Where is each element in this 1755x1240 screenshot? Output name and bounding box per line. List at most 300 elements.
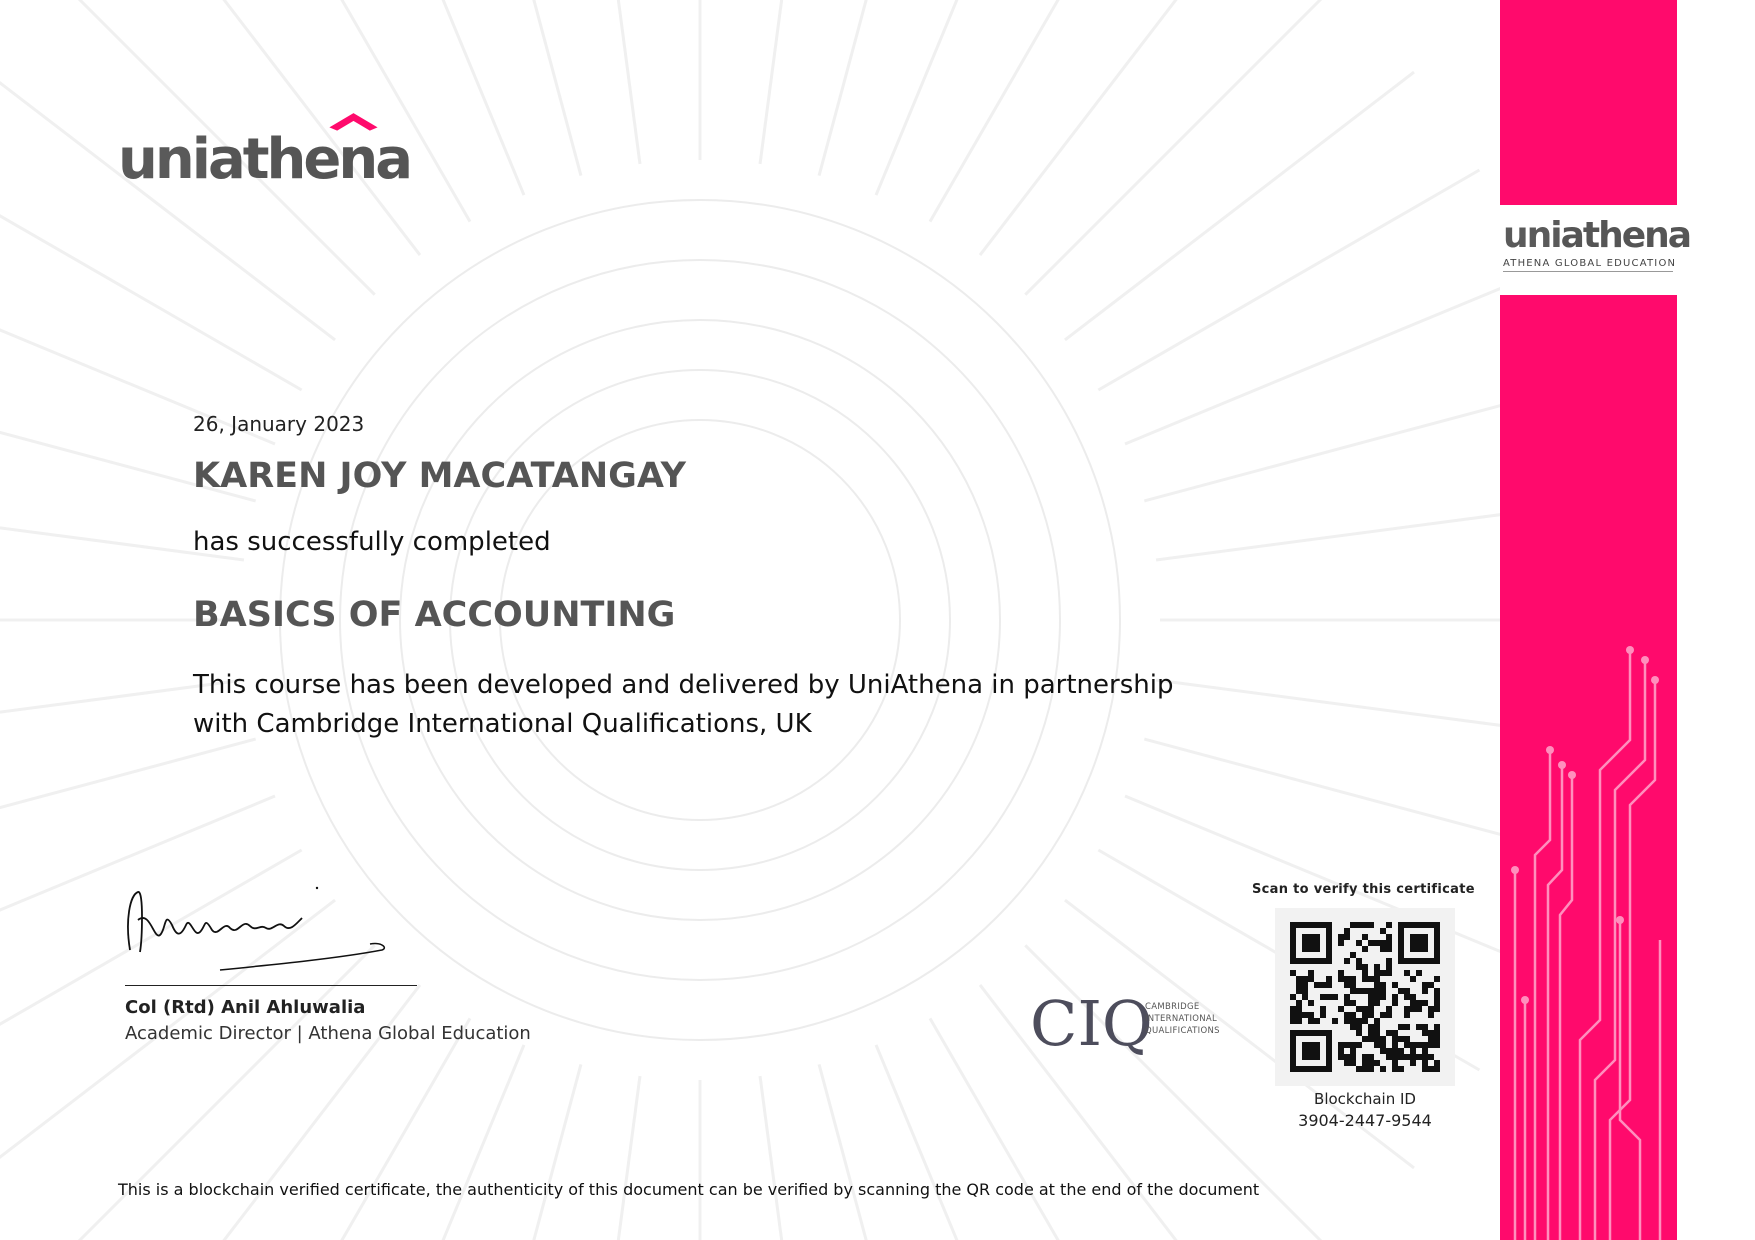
qr-module bbox=[1308, 1018, 1314, 1024]
ciq-logo-text: CIQ bbox=[1030, 987, 1153, 1055]
qr-module bbox=[1374, 1036, 1380, 1042]
qr-module bbox=[1368, 940, 1374, 946]
qr-module bbox=[1350, 988, 1356, 994]
qr-module bbox=[1386, 1030, 1392, 1036]
qr-module bbox=[1290, 1018, 1296, 1024]
qr-module bbox=[1398, 952, 1404, 958]
qr-module bbox=[1386, 970, 1392, 976]
qr-module bbox=[1308, 922, 1314, 928]
qr-module bbox=[1410, 1054, 1416, 1060]
qr-module bbox=[1320, 1066, 1326, 1072]
qr-module bbox=[1398, 1048, 1404, 1054]
qr-module bbox=[1314, 1018, 1320, 1024]
qr-module bbox=[1392, 1054, 1398, 1060]
qr-module bbox=[1404, 958, 1410, 964]
qr-module bbox=[1296, 976, 1302, 982]
qr-module bbox=[1362, 970, 1368, 976]
qr-module bbox=[1416, 1042, 1422, 1048]
qr-module bbox=[1386, 1054, 1392, 1060]
qr-module bbox=[1434, 1060, 1440, 1066]
qr-module bbox=[1362, 946, 1368, 952]
qr-module bbox=[1302, 958, 1308, 964]
qr-module bbox=[1314, 982, 1320, 988]
signature-line bbox=[125, 985, 417, 986]
qr-module bbox=[1374, 1030, 1380, 1036]
qr-module bbox=[1380, 1048, 1386, 1054]
qr-module bbox=[1386, 946, 1392, 952]
qr-module bbox=[1422, 934, 1428, 940]
qr-module bbox=[1290, 1030, 1296, 1036]
qr-module bbox=[1314, 934, 1320, 940]
qr-module bbox=[1308, 946, 1314, 952]
qr-module bbox=[1428, 1030, 1434, 1036]
pattern-ray bbox=[876, 0, 1044, 195]
pattern-ray bbox=[760, 0, 817, 164]
qr-module bbox=[1314, 1066, 1320, 1072]
logo-athena-word: athena bbox=[207, 127, 410, 192]
qr-module bbox=[1386, 934, 1392, 940]
qr-module bbox=[1386, 958, 1392, 964]
qr-module bbox=[1398, 946, 1404, 952]
qr-module bbox=[1350, 1042, 1356, 1048]
qr-module bbox=[1404, 1024, 1410, 1030]
qr-module bbox=[1416, 958, 1422, 964]
qr-module bbox=[1326, 994, 1332, 1000]
qr-module bbox=[1326, 952, 1332, 958]
qr-module bbox=[1296, 982, 1302, 988]
qr-module bbox=[1422, 1048, 1428, 1054]
qr-module bbox=[1428, 1054, 1434, 1060]
course-title: BASICS OF ACCOUNTING bbox=[193, 595, 676, 635]
qr-module bbox=[1404, 1012, 1410, 1018]
qr-module bbox=[1326, 934, 1332, 940]
qr-module bbox=[1314, 1030, 1320, 1036]
qr-module bbox=[1344, 994, 1350, 1000]
qr-module bbox=[1380, 982, 1386, 988]
qr-module bbox=[1368, 922, 1374, 928]
qr-module bbox=[1422, 1066, 1428, 1072]
qr-module bbox=[1344, 928, 1350, 934]
qr-module bbox=[1290, 934, 1296, 940]
qr-module bbox=[1338, 1054, 1344, 1060]
qr-module bbox=[1410, 1042, 1416, 1048]
qr-module bbox=[1320, 1030, 1326, 1036]
qr-module bbox=[1428, 958, 1434, 964]
qr-module bbox=[1374, 976, 1380, 982]
qr-module bbox=[1302, 1066, 1308, 1072]
qr-module bbox=[1398, 1036, 1404, 1042]
signature-image bbox=[120, 880, 400, 980]
qr-module bbox=[1356, 964, 1362, 970]
qr-module bbox=[1302, 976, 1308, 982]
qr-module bbox=[1290, 970, 1296, 976]
qr-module bbox=[1290, 1054, 1296, 1060]
qr-module bbox=[1392, 982, 1398, 988]
qr-module bbox=[1362, 1036, 1368, 1042]
qr-module bbox=[1434, 1066, 1440, 1072]
qr-module bbox=[1434, 952, 1440, 958]
side-logo-subtitle: ATHENA GLOBAL EDUCATION bbox=[1503, 258, 1677, 269]
qr-module bbox=[1416, 1000, 1422, 1006]
ciq-line-2: INTERNATIONAL bbox=[1145, 1014, 1218, 1024]
qr-module bbox=[1308, 1030, 1314, 1036]
qr-module bbox=[1422, 1000, 1428, 1006]
qr-module bbox=[1332, 1018, 1338, 1024]
qr-module bbox=[1290, 946, 1296, 952]
qr-module bbox=[1404, 994, 1410, 1000]
qr-module bbox=[1302, 946, 1308, 952]
pattern-ray bbox=[1144, 739, 1500, 853]
qr-module bbox=[1398, 940, 1404, 946]
qr-module bbox=[1350, 1054, 1356, 1060]
pattern-ray bbox=[583, 1076, 640, 1240]
logo-hat-icon bbox=[208, 111, 410, 131]
qr-module bbox=[1380, 970, 1386, 976]
qr-module bbox=[1428, 1006, 1434, 1012]
qr-module bbox=[1302, 922, 1308, 928]
qr-module bbox=[1296, 1066, 1302, 1072]
qr-module bbox=[1296, 1006, 1302, 1012]
qr-module bbox=[1368, 1024, 1374, 1030]
qr-module bbox=[1290, 952, 1296, 958]
qr-module bbox=[1326, 940, 1332, 946]
pattern-ray bbox=[1144, 387, 1500, 501]
qr-module bbox=[1326, 958, 1332, 964]
qr-module bbox=[1338, 1042, 1344, 1048]
qr-module bbox=[1434, 1030, 1440, 1036]
qr-module bbox=[1350, 1060, 1356, 1066]
qr-module bbox=[1368, 1066, 1374, 1072]
completion-statement: has successfully completed bbox=[193, 527, 551, 557]
qr-module bbox=[1374, 940, 1380, 946]
qr-module bbox=[1434, 934, 1440, 940]
qr-module bbox=[1326, 922, 1332, 928]
qr-module bbox=[1326, 946, 1332, 952]
ciq-partner-name bbox=[1145, 1001, 1220, 1037]
qr-module bbox=[1410, 922, 1416, 928]
qr-module bbox=[1290, 1006, 1296, 1012]
qr-module bbox=[1422, 1054, 1428, 1060]
qr-module bbox=[1356, 958, 1362, 964]
qr-module bbox=[1368, 1060, 1374, 1066]
qr-module bbox=[1434, 988, 1440, 994]
qr-module bbox=[1404, 1054, 1410, 1060]
qr-module bbox=[1362, 1054, 1368, 1060]
qr-module bbox=[1332, 994, 1338, 1000]
qr-module bbox=[1302, 1012, 1308, 1018]
qr-module bbox=[1416, 1054, 1422, 1060]
qr-module bbox=[1362, 1060, 1368, 1066]
qr-module bbox=[1290, 994, 1296, 1000]
pattern-ray bbox=[467, 0, 581, 176]
qr-module bbox=[1296, 1000, 1302, 1006]
qr-module bbox=[1416, 934, 1422, 940]
circuit-pattern bbox=[1500, 640, 1677, 1240]
issue-date: 26, January 2023 bbox=[193, 412, 365, 436]
qr-module bbox=[1308, 1012, 1314, 1018]
qr-module bbox=[1290, 1042, 1296, 1048]
qr-module bbox=[1410, 946, 1416, 952]
qr-module bbox=[1380, 946, 1386, 952]
qr-module bbox=[1410, 994, 1416, 1000]
footer-note: This is a blockchain verified certificate, the authenticity of this document can be verified by scanning the QR code at the end of the document bbox=[118, 1180, 1260, 1199]
qr-module bbox=[1356, 922, 1362, 928]
blockchain-id: 3904-2447-9544 bbox=[1298, 1111, 1432, 1130]
qr-module bbox=[1374, 1060, 1380, 1066]
qr-module bbox=[1362, 922, 1368, 928]
qr-module bbox=[1368, 994, 1374, 1000]
qr-module bbox=[1434, 946, 1440, 952]
pattern-ray bbox=[356, 1045, 524, 1240]
qr-module bbox=[1398, 988, 1404, 994]
qr-module bbox=[1386, 940, 1392, 946]
qr-module bbox=[1404, 988, 1410, 994]
qr-module bbox=[1392, 1036, 1398, 1042]
ciq-line-3: QUALIFICATIONS bbox=[1145, 1026, 1220, 1036]
qr-module bbox=[1410, 976, 1416, 982]
qr-module bbox=[1326, 1042, 1332, 1048]
qr-module bbox=[1290, 1048, 1296, 1054]
qr-module bbox=[1326, 1048, 1332, 1054]
qr-module bbox=[1350, 982, 1356, 988]
qr-module bbox=[1296, 1030, 1302, 1036]
qr-module bbox=[1308, 1066, 1314, 1072]
qr-module bbox=[1374, 1024, 1380, 1030]
qr-module bbox=[1356, 1006, 1362, 1012]
qr-module bbox=[1368, 1000, 1374, 1006]
qr-module bbox=[1392, 1066, 1398, 1072]
qr-module bbox=[1344, 976, 1350, 982]
qr-module bbox=[1386, 964, 1392, 970]
qr-module bbox=[1368, 976, 1374, 982]
qr-module bbox=[1308, 1054, 1314, 1060]
qr-module bbox=[1374, 1000, 1380, 1006]
pattern-ray bbox=[250, 1018, 470, 1240]
qr-module bbox=[1434, 1024, 1440, 1030]
qr-module bbox=[1416, 1024, 1422, 1030]
qr-module bbox=[1422, 958, 1428, 964]
qr-module bbox=[1362, 976, 1368, 982]
qr-module bbox=[1308, 970, 1314, 976]
qr-module bbox=[1422, 1024, 1428, 1030]
qr-module bbox=[1314, 1042, 1320, 1048]
qr-module bbox=[1344, 1012, 1350, 1018]
qr-module bbox=[1410, 958, 1416, 964]
pattern-ray bbox=[1098, 170, 1479, 390]
qr-module bbox=[1434, 922, 1440, 928]
qr-module bbox=[1386, 1006, 1392, 1012]
qr-module bbox=[1344, 982, 1350, 988]
qr-module bbox=[1308, 940, 1314, 946]
qr-module bbox=[1350, 1018, 1356, 1024]
qr-module bbox=[1422, 982, 1428, 988]
qr-module bbox=[1302, 1054, 1308, 1060]
qr-module bbox=[1410, 1060, 1416, 1066]
qr-code-icon[interactable] bbox=[1290, 922, 1440, 1072]
qr-module bbox=[1338, 976, 1344, 982]
qr-module bbox=[1344, 1000, 1350, 1006]
qr-module bbox=[1320, 958, 1326, 964]
qr-module bbox=[1362, 1066, 1368, 1072]
qr-module bbox=[1428, 922, 1434, 928]
recipient-name: KAREN JOY MACATANGAY bbox=[193, 456, 686, 496]
qr-module bbox=[1404, 1036, 1410, 1042]
qr-module bbox=[1320, 922, 1326, 928]
qr-module bbox=[1386, 1048, 1392, 1054]
side-logo-divider bbox=[1503, 271, 1673, 272]
qr-module bbox=[1434, 940, 1440, 946]
signatory-name: Col (Rtd) Anil Ahluwalia bbox=[125, 997, 366, 1018]
qr-module bbox=[1386, 1012, 1392, 1018]
logo-uni-text: uni bbox=[118, 127, 208, 192]
qr-module bbox=[1296, 1012, 1302, 1018]
qr-module bbox=[1302, 1042, 1308, 1048]
qr-module bbox=[1290, 1036, 1296, 1042]
pattern-ray bbox=[1065, 72, 1414, 340]
qr-module bbox=[1380, 1042, 1386, 1048]
blockchain-label: Blockchain ID bbox=[1314, 1090, 1416, 1108]
qr-module bbox=[1362, 964, 1368, 970]
qr-module bbox=[1344, 1018, 1350, 1024]
qr-module bbox=[1356, 1066, 1362, 1072]
pattern-ray bbox=[930, 0, 1150, 222]
qr-module bbox=[1314, 1048, 1320, 1054]
pattern-ray bbox=[819, 1064, 933, 1240]
qr-module bbox=[1434, 928, 1440, 934]
qr-module bbox=[1410, 1048, 1416, 1054]
qr-module bbox=[1380, 1036, 1386, 1042]
qr-module bbox=[1404, 1042, 1410, 1048]
ciq-line-1: CAMBRIDGE bbox=[1145, 1002, 1200, 1012]
qr-module bbox=[1404, 1006, 1410, 1012]
qr-module bbox=[1290, 922, 1296, 928]
qr-module bbox=[1290, 1060, 1296, 1066]
qr-module bbox=[1422, 1060, 1428, 1066]
qr-module bbox=[1422, 940, 1428, 946]
qr-module bbox=[1380, 928, 1386, 934]
qr-module bbox=[1428, 1036, 1434, 1042]
qr-module bbox=[1428, 1012, 1434, 1018]
pattern-ray bbox=[467, 1064, 581, 1240]
qr-module bbox=[1398, 1024, 1404, 1030]
qr-module bbox=[1356, 1018, 1362, 1024]
qr-module bbox=[1362, 1006, 1368, 1012]
qr-module bbox=[1326, 928, 1332, 934]
qr-module bbox=[1338, 970, 1344, 976]
qr-module bbox=[1326, 1036, 1332, 1042]
qr-module bbox=[1350, 976, 1356, 982]
qr-module bbox=[1338, 1048, 1344, 1054]
qr-module bbox=[1410, 934, 1416, 940]
qr-module bbox=[1308, 1042, 1314, 1048]
qr-module bbox=[1308, 934, 1314, 940]
side-uniathena-logo bbox=[1503, 215, 1691, 256]
qr-module bbox=[1404, 922, 1410, 928]
qr-module bbox=[1380, 1012, 1386, 1018]
qr-module bbox=[1368, 1006, 1374, 1012]
qr-module bbox=[1350, 952, 1356, 958]
qr-module bbox=[1428, 1042, 1434, 1048]
qr-module bbox=[1350, 1012, 1356, 1018]
qr-module bbox=[1392, 994, 1398, 1000]
qr-module bbox=[1368, 1054, 1374, 1060]
qr-module bbox=[1302, 934, 1308, 940]
qr-module bbox=[1314, 958, 1320, 964]
qr-module bbox=[1374, 970, 1380, 976]
qr-module bbox=[1416, 946, 1422, 952]
qr-module bbox=[1314, 1054, 1320, 1060]
qr-module bbox=[1326, 1060, 1332, 1066]
qr-module bbox=[1434, 994, 1440, 1000]
pattern-ray bbox=[760, 1076, 817, 1240]
qr-module bbox=[1302, 982, 1308, 988]
qr-module bbox=[1356, 940, 1362, 946]
qr-module bbox=[1368, 1036, 1374, 1042]
qr-module bbox=[1296, 988, 1302, 994]
qr-module bbox=[1386, 922, 1392, 928]
pattern-ray bbox=[583, 0, 640, 164]
qr-module bbox=[1338, 1006, 1344, 1012]
qr-module bbox=[1398, 958, 1404, 964]
qr-module bbox=[1434, 1006, 1440, 1012]
qr-module bbox=[1434, 1000, 1440, 1006]
qr-module bbox=[1422, 1030, 1428, 1036]
qr-module bbox=[1350, 1048, 1356, 1054]
qr-module bbox=[1302, 994, 1308, 1000]
qr-module bbox=[1326, 1030, 1332, 1036]
qr-module bbox=[1308, 976, 1314, 982]
qr-module bbox=[1362, 988, 1368, 994]
qr-module bbox=[1314, 940, 1320, 946]
qr-module bbox=[1338, 934, 1344, 940]
pattern-ray bbox=[876, 1045, 1044, 1240]
qr-module bbox=[1320, 1006, 1326, 1012]
qr-module bbox=[1428, 982, 1434, 988]
qr-module bbox=[1416, 940, 1422, 946]
qr-module bbox=[1392, 1030, 1398, 1036]
pattern-ray bbox=[819, 0, 933, 176]
qr-module bbox=[1410, 940, 1416, 946]
qr-module bbox=[1302, 940, 1308, 946]
qr-module bbox=[1416, 1006, 1422, 1012]
qr-module bbox=[1320, 982, 1326, 988]
qr-module bbox=[1416, 922, 1422, 928]
qr-module bbox=[1374, 988, 1380, 994]
qr-module bbox=[1374, 964, 1380, 970]
qr-module bbox=[1302, 988, 1308, 994]
qr-module bbox=[1290, 958, 1296, 964]
qr-module bbox=[1308, 1048, 1314, 1054]
pattern-ray bbox=[1156, 680, 1500, 737]
qr-module bbox=[1344, 1060, 1350, 1066]
qr-module bbox=[1362, 1012, 1368, 1018]
qr-module bbox=[1368, 1030, 1374, 1036]
qr-module bbox=[1326, 1054, 1332, 1060]
qr-module bbox=[1374, 994, 1380, 1000]
qr-module bbox=[1416, 970, 1422, 976]
qr-module bbox=[1308, 958, 1314, 964]
qr-module bbox=[1398, 928, 1404, 934]
qr-module bbox=[1398, 1054, 1404, 1060]
qr-module bbox=[1320, 994, 1326, 1000]
qr-module bbox=[1374, 1042, 1380, 1048]
qr-module bbox=[1314, 946, 1320, 952]
qr-module bbox=[1362, 934, 1368, 940]
qr-module bbox=[1296, 1018, 1302, 1024]
qr-module bbox=[1308, 1000, 1314, 1006]
qr-module bbox=[1326, 982, 1332, 988]
qr-module bbox=[1290, 1012, 1296, 1018]
